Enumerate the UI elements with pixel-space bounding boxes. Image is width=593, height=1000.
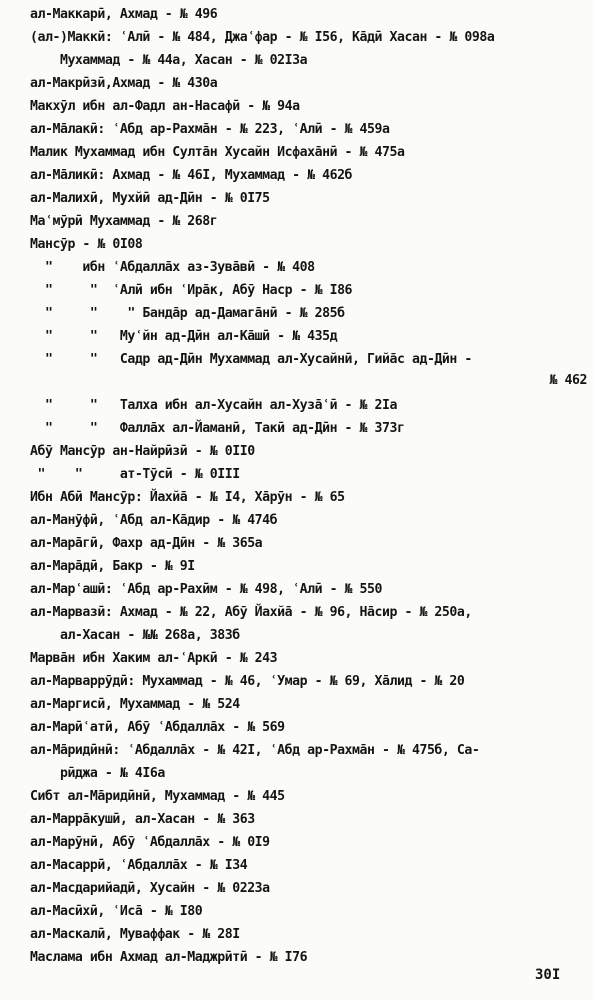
index-line: Маслама ибн Ахмад ал-Маджрӣтӣ - № I76 [30,950,308,965]
index-line: ал-Мāликӣ: Ахмад - № 46I, Мухаммад - № 462б [30,168,353,183]
index-line: " " " Бандāр ад-Дамагāнӣ - № 285б [30,306,345,321]
index-line: Сибт ал-Мāридӣнӣ, Мухаммад - № 445 [30,789,285,804]
index-line-continuation: № 462 [549,373,587,388]
index-line: ал-Манӯфӣ, ʿАбд ал-Кāдир - № 474б [30,513,278,528]
index-line: Маʿмӯрӣ Мухаммад - № 268г [30,214,218,229]
index-line: рӣджа - № 4I6а [30,766,165,781]
index-line: " " Садр ад-Дӣн Мухаммад ал-Хусайнӣ, Гийāс ад-Дӣн - [30,352,472,367]
index-line: ал-Марӣʿатӣ, Абӯ ʿАбдаллāх - № 569 [30,720,285,735]
index-line: ал-Масдарийадӣ, Хусайн - № 0223а [30,881,270,896]
index-line: ал-Марʿашӣ: ʿАбд ар-Рахӣм - № 498, ʿАлӣ - № 550 [30,582,383,597]
index-line: Мухаммад - № 44а, Хасан - № 02I3а [30,53,308,68]
index-line: ал-Малихӣ, Мухйӣ ад-Дӣн - № 0I75 [30,191,270,206]
index-line: Макхӯл ибн ал-Фадл ан-Насафӣ - № 94а [30,99,300,114]
index-line: ал-Марваррӯдӣ: Мухаммад - № 46, ʿУмар - № 69, Хāлид - № 20 [30,674,465,689]
index-line: ал-Масаррӣ, ʿАбдаллāх - № I34 [30,858,248,873]
index-line: ал-Марāдӣ, Бакр - № 9I [30,559,195,574]
index-line: ал-Маргисӣ, Мухаммад - № 524 [30,697,240,712]
page-number: 30I [535,967,561,983]
index-line: Марвāн ибн Хаким ал-ʿАркӣ - № 243 [30,651,278,666]
index-line: ал-Марāгӣ, Фахр ад-Дӣн - № 365а [30,536,263,551]
index-line: " " ʿАлӣ ибн ʿИрāк, Абӯ Наср - № I86 [30,283,353,298]
index-line: Ибн Абӣ Мансӯр: Йахйā - № I4, Хāрӯн - № 65 [30,490,345,505]
index-line: " " ат-Тӯсӣ - № 0III [30,467,240,482]
index-line: ал-Маррāкушӣ, ал-Хасан - № 363 [30,812,255,827]
index-line: " " Муʿйн ад-Дӣн ал-Кāшӣ - № 435д [30,329,338,344]
index-line: (ал-)Маккӣ: ʿАлӣ - № 484, Джаʿфар - № I56, Кāдӣ Хасан - № 098а [30,30,495,45]
index-line: ал-Маскалӣ, Муваффак - № 28I [30,927,240,942]
index-line: " " Талха ибн ал-Хусайн ал-Хузāʿӣ - № 2Iа [30,398,397,413]
index-line: Малик Мухаммад ибн Султāн Хусайн Исфахāнӣ - № 475а [30,145,405,160]
index-line: Мансӯр - № 0I08 [30,237,143,252]
index-line: ал-Макрӣзӣ,Ахмад - № 430а [30,76,218,91]
index-line: ал-Марвазӣ: Ахмад - № 22, Абӯ Йахйā - № 96, Нāсир - № 250а, [30,605,472,620]
index-line: ал-Хасан - №№ 268а, 383б [30,628,240,643]
index-line: ал-Маккарӣ, Ахмад - № 496 [30,7,218,22]
index-line: ал-Масӣхӣ, ʿИсā - № I80 [30,904,203,919]
index-line: " ибн ʿАбдаллāх аз-Зувāвӣ - № 408 [30,260,315,275]
index-line: ал-Мāридӣнӣ: ʿАбдаллāх - № 42I, ʿАбд ар-Рахмāн - № 475б, Са- [30,743,480,758]
index-line: " " Фаллāх ал-Йаманӣ, Такӣ ад-Дӣн - № 373г [30,421,405,436]
index-line: ал-Мāлакӣ: ʿАбд ар-Рахмāн - № 223, ʿАлӣ - № 459а [30,122,390,137]
index-line: Абӯ Мансӯр ан-Найрӣзӣ - № 0II0 [30,444,255,459]
index-line: ал-Марӯнӣ, Абӯ ʿАбдаллāх - № 0I9 [30,835,270,850]
